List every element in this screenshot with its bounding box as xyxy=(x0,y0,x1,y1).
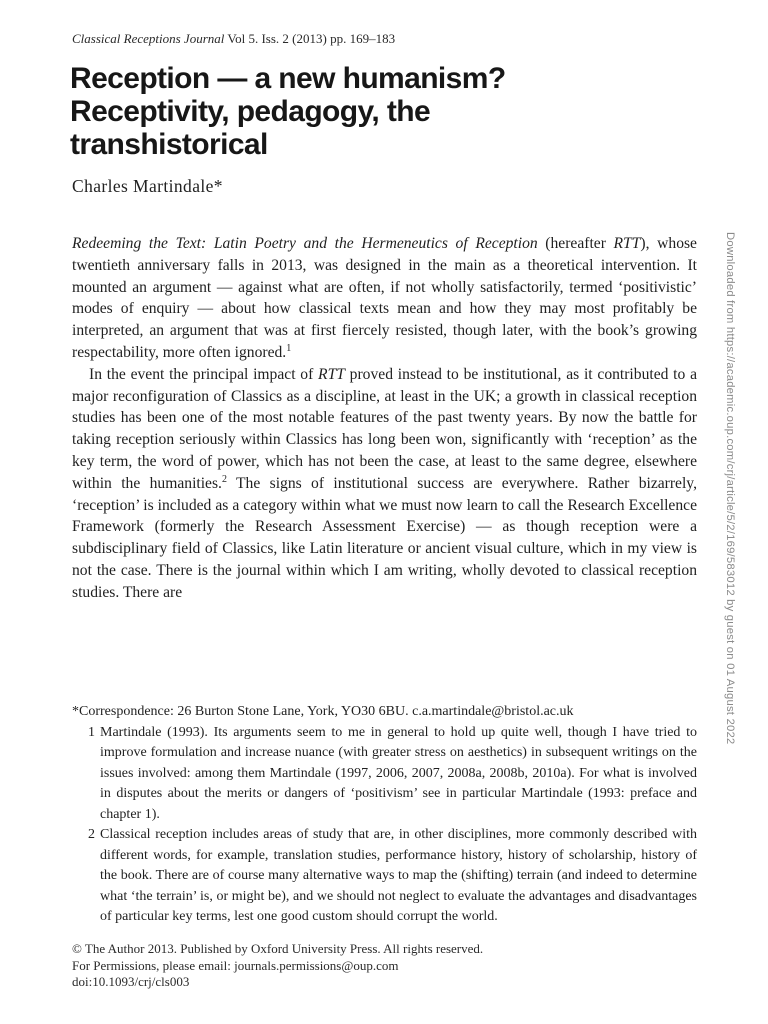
footnote-text-2: Classical reception includes areas of study that are, in other disciplines, more commonly described with different words, for example, translation studies, performance history, history of scholarship, history of the book. There are of course many alternative ways to map the (shifting) terrain (and indeed to determine what ‘the terrain’ is, or might be), and we should not neglect to evaluate the advantages and disadvantages of particular key terms, lest one good custom should corrupt the world. xyxy=(100,827,697,924)
title-line-1: Reception — a new humanism? xyxy=(70,62,506,95)
paragraph-2-text-a: In the event the principal impact of xyxy=(89,365,319,383)
footnote-item-2 xyxy=(72,825,697,928)
paragraph-1-text-b: ), whose twentieth anniversary falls in 2013, was designed in the main as a theoretical intervention. It mounted an argument — against what are often, if not wholly satisfactorily, termed ‘positivistic’ modes of enquiry — about how classical texts mean and how they may most profitably be interpreted, an argument that was at first fiercely resisted, though later, with the book’s growing respectability, more often ignored. xyxy=(72,235,697,361)
doi-line: doi:10.1093/crj/cls003 xyxy=(72,974,190,989)
footnote-ref-1: 1 xyxy=(286,342,292,354)
correspondence-note: *Correspondence: 26 Burton Stone Lane, York, YO30 6BU. c.a.martindale@bristol.ac.uk xyxy=(72,704,574,719)
copyright-line: © The Author 2013. Published by Oxford University Press. All rights reserved. xyxy=(72,941,484,956)
journal-title: Classical Receptions Journal xyxy=(72,31,225,46)
paragraph-2 xyxy=(72,364,697,604)
paragraph-1 xyxy=(72,233,697,364)
imprint-block xyxy=(72,941,697,991)
permissions-line: For Permissions, please email: journals.permissions@oup.com xyxy=(72,957,399,973)
footnote-item-1 xyxy=(72,723,697,826)
footnotes-section xyxy=(72,702,697,928)
book-title-italic: Redeeming the Text: Latin Poetry and the Hermeneutics of Reception xyxy=(72,235,538,252)
footnote-number-2: 2 xyxy=(88,827,95,842)
rtt-abbrev-italic-2: RTT xyxy=(318,365,345,383)
footnote-ref-2: 2 xyxy=(221,473,227,485)
title-line-3: transhistorical xyxy=(70,128,268,161)
paragraph-1-text-a: (hereafter xyxy=(537,235,614,252)
author-line: Charles Martindale* xyxy=(72,176,223,196)
download-watermark: Downloaded from https://academic.oup.com/crj/article/5/2/169/583012 by guest on 01 August 2022 xyxy=(724,232,736,745)
journal-header xyxy=(72,31,395,47)
paragraph-2-text-b: proved instead to be institutional, as it contributed to a major reconfiguration of Classics as a discipline, at least in the UK; a growth in classical reception studies has been one of the most notable features of the past twenty years. By now the battle for taking reception seriously within Classics has long been won, significantly with ‘reception’ as the key term, the word of power, which has not been the case, at least to the same degree, elsewhere within the humanities. xyxy=(72,365,697,492)
footnote-text-1: Martindale (1993). Its arguments seem to me in general to hold up quite well, though I have tried to improve formulation and increase nuance (with greater stress on aesthetics) in subsequent writings on the issues involved: among them Martindale (1997, 2006, 2007, 2008a, 2008b, 2010a). For what is involved in disputes about the merits or dangers of ‘positivism’ see in particular Martindale (1993: preface and chapter 1). xyxy=(100,724,697,822)
article-body xyxy=(72,233,697,604)
title-line-2: Receptivity, pedagogy, the xyxy=(70,95,431,128)
footnote-number-1: 1 xyxy=(88,724,95,740)
journal-issue-info: Vol 5. Iss. 2 (2013) pp. 169–183 xyxy=(224,31,396,46)
paragraph-2-text-c: The signs of institutional success are everywhere. Rather bizarrely, ‘reception’ is included as a category within what we must now learn to call the Research Excellence Framework (formerly the Research Assessment Exercise) — as though reception were a subdisciplinary field of Classics, like Latin literature or ancient visual culture, which in my view is not the case. There is the journal within which I am writing, wholly devoted to classical reception studies. There are xyxy=(72,474,697,601)
rtt-abbrev-italic: RTT xyxy=(613,235,641,252)
article-title xyxy=(70,62,506,161)
